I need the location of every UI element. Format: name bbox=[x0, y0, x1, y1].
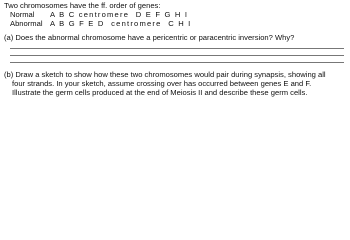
chromosome-label: Abnormal bbox=[10, 19, 43, 29]
answer-line[interactable] bbox=[10, 48, 344, 49]
abnormal-chromosome-row bbox=[10, 19, 348, 28]
intro-text: Two chromosomes have the ff. order of genes: bbox=[4, 1, 161, 10]
question-b-line: Illustrate the germ cells produced at the end of Meiosis II and describe these germ cells. bbox=[12, 88, 308, 98]
answer-line[interactable] bbox=[10, 62, 344, 63]
worksheet bbox=[4, 1, 348, 97]
chromosome-label: Normal bbox=[10, 10, 35, 20]
normal-chromosome-row bbox=[10, 10, 348, 19]
question-a: (a) Does the abnormal chromosome have a pericentric or paracentric inversion? Why? bbox=[4, 32, 295, 42]
question-b bbox=[4, 70, 348, 98]
question-b-line: four strands. In your sketch, assume crossing over has occurred between genes E and F. bbox=[12, 78, 312, 88]
question-b-line: (b) Draw a sketch to show how these two chromosomes would pair during synapsis, showing all bbox=[4, 69, 326, 79]
gene-sequence: A B C centromere D E F G H I bbox=[50, 10, 189, 20]
answer-line[interactable] bbox=[10, 55, 344, 56]
gene-sequence: A B G F E D centromere C H I bbox=[50, 19, 192, 29]
gene-order-table bbox=[10, 10, 348, 28]
